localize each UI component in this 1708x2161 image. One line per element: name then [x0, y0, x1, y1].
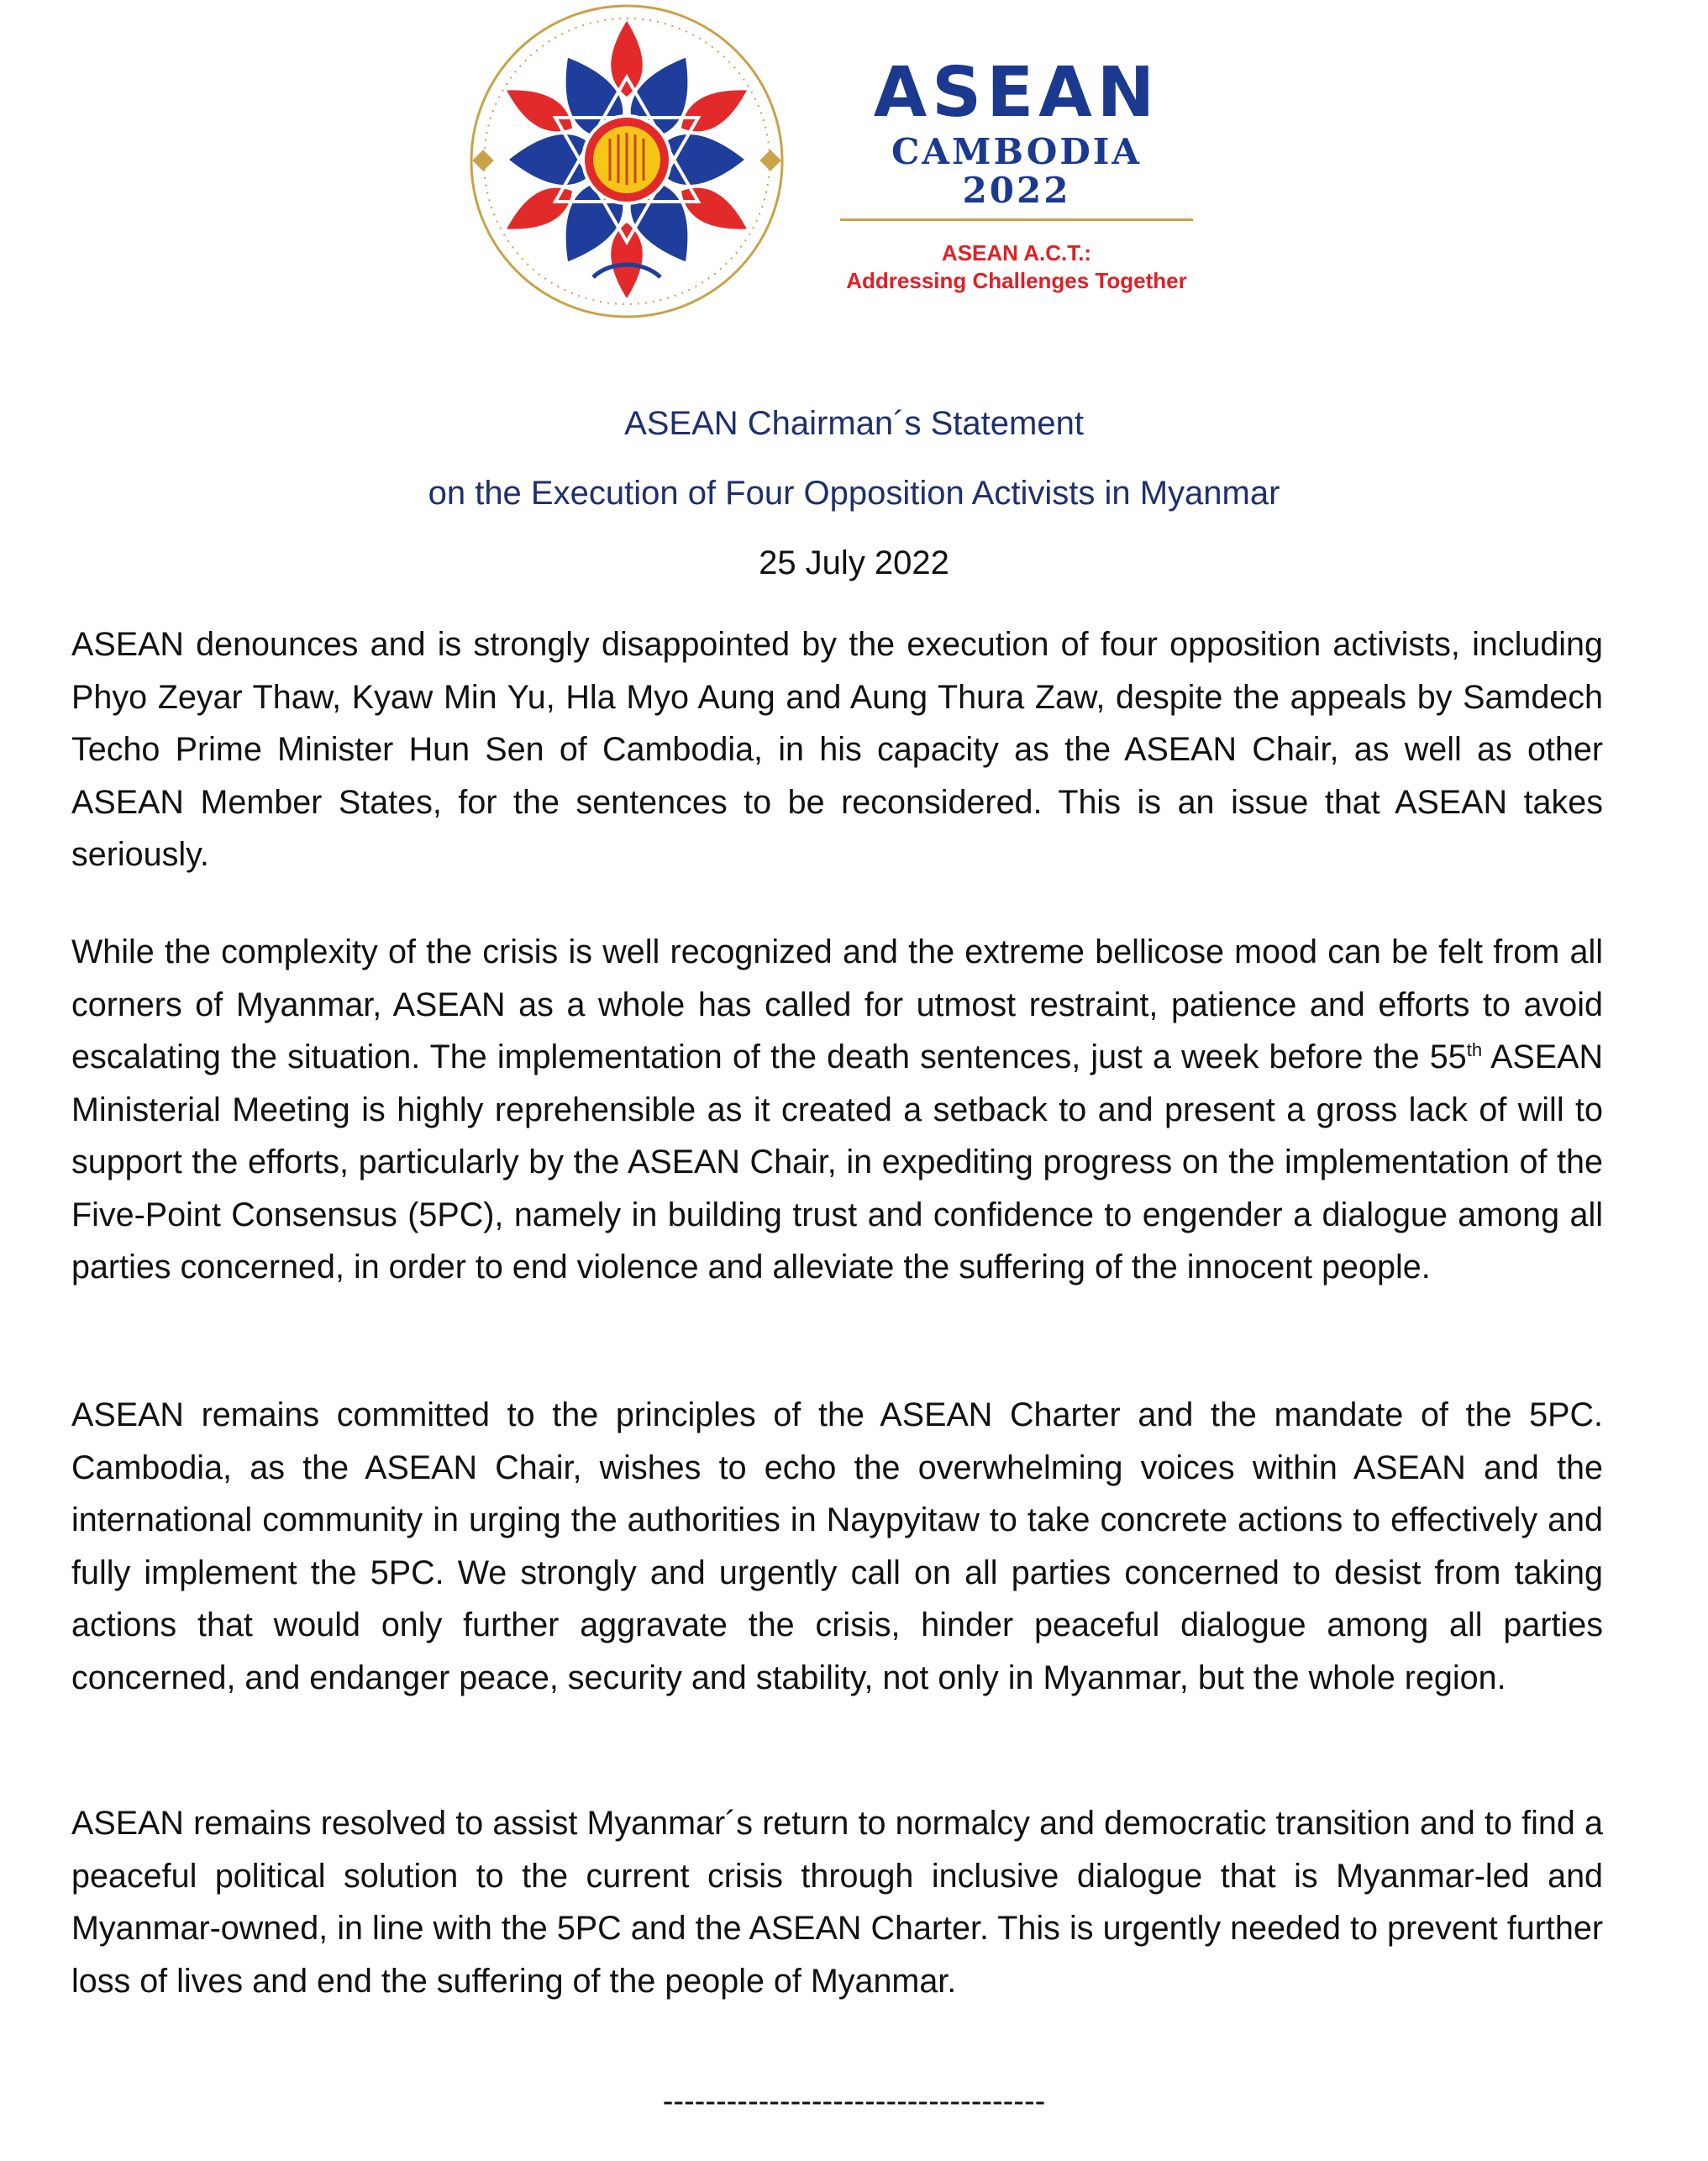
paragraph-2-part-2: ASEAN Ministerial Meeting is highly reprehensible as it created a setback to and present a gross lack of will to support the efforts, particularly by the ASEAN Chair, in expediting progress on the implementation of the Five-Point Consensus (5PC), namely in building trust and confidence to engender a dialogue among all parties concerned, in order to end violence and alleviate the suffering of the innocent people.: [71, 1038, 1603, 1286]
letterhead: [0, 0, 1708, 336]
brand-name: ASEAN: [873, 53, 1160, 133]
statement-title: ASEAN Chairman´s Statement: [624, 405, 1084, 442]
paragraph-2: [71, 926, 1603, 1294]
end-separator: ------------------------------------: [662, 2084, 1046, 2119]
paragraph-1: ASEAN denounces and is strongly disappointed by the execution of four opposition activists, including Phyo Zeyar Thaw, Kyaw Min Yu, Hla Myo Aung and Aung Thura Zaw, despite the appeals by Samdech Techo Prime Minister Hun Sen of Cambodia, in his capacity as the ASEAN Chair, as well as other ASEAN Member States, for the sentences to be reconsidered. This is an issue that ASEAN takes seriously.: [71, 626, 1603, 873]
paragraph-3: ASEAN remains committed to the principles of the ASEAN Charter and the mandate of the 5PC. Cambodia, as the ASEAN Chair, wishes to echo the overwhelming voices within ASEAN and the international community in urging the authorities in Naypyitaw to take concrete actions to effectively and fully implement the 5PC. We strongly and urgently call on all parties concerned to desist from taking actions that would only further aggravate the crisis, hinder peaceful dialogue among all parties concerned, and endanger peace, security and stability, not only in Myanmar, but the whole region.: [71, 1396, 1603, 1696]
brand-block: [832, 53, 1201, 294]
asean-cambodia-seal-logo: [459, 0, 795, 323]
brand-divider: [840, 218, 1193, 221]
paragraph-2-part-1: While the complexity of the crisis is well recognized and the extreme bellicose mood can be felt from all corners of Myanmar, ASEAN as a whole has called for utmost restraint, patience and efforts to avoid escalating the situation. The implementation of the death sentences, just a week before the 55: [71, 933, 1603, 1075]
theme-line-2: Addressing Challenges Together: [846, 267, 1187, 293]
theme-text: [832, 239, 1201, 294]
paragraph-4: ASEAN remains resolved to assist Myanmar´s return to normalcy and democratic transition and to find a peaceful political solution to the current crisis through inclusive dialogue that is Myanmar-led and Myanmar-owned, in line with the 5PC and the ASEAN Charter. This is urgently needed to prevent further loss of lives and end the suffering of the people of Myanmar.: [71, 1805, 1603, 2000]
statement-date: 25 July 2022: [759, 544, 949, 581]
ordinal-suffix: th: [1466, 1038, 1483, 1060]
statement-subtitle: on the Execution of Four Opposition Activists in Myanmar: [428, 475, 1280, 512]
theme-line-1: ASEAN A.C.T.:: [941, 240, 1092, 266]
brand-subtitle: CAMBODIA 2022: [891, 131, 1143, 212]
